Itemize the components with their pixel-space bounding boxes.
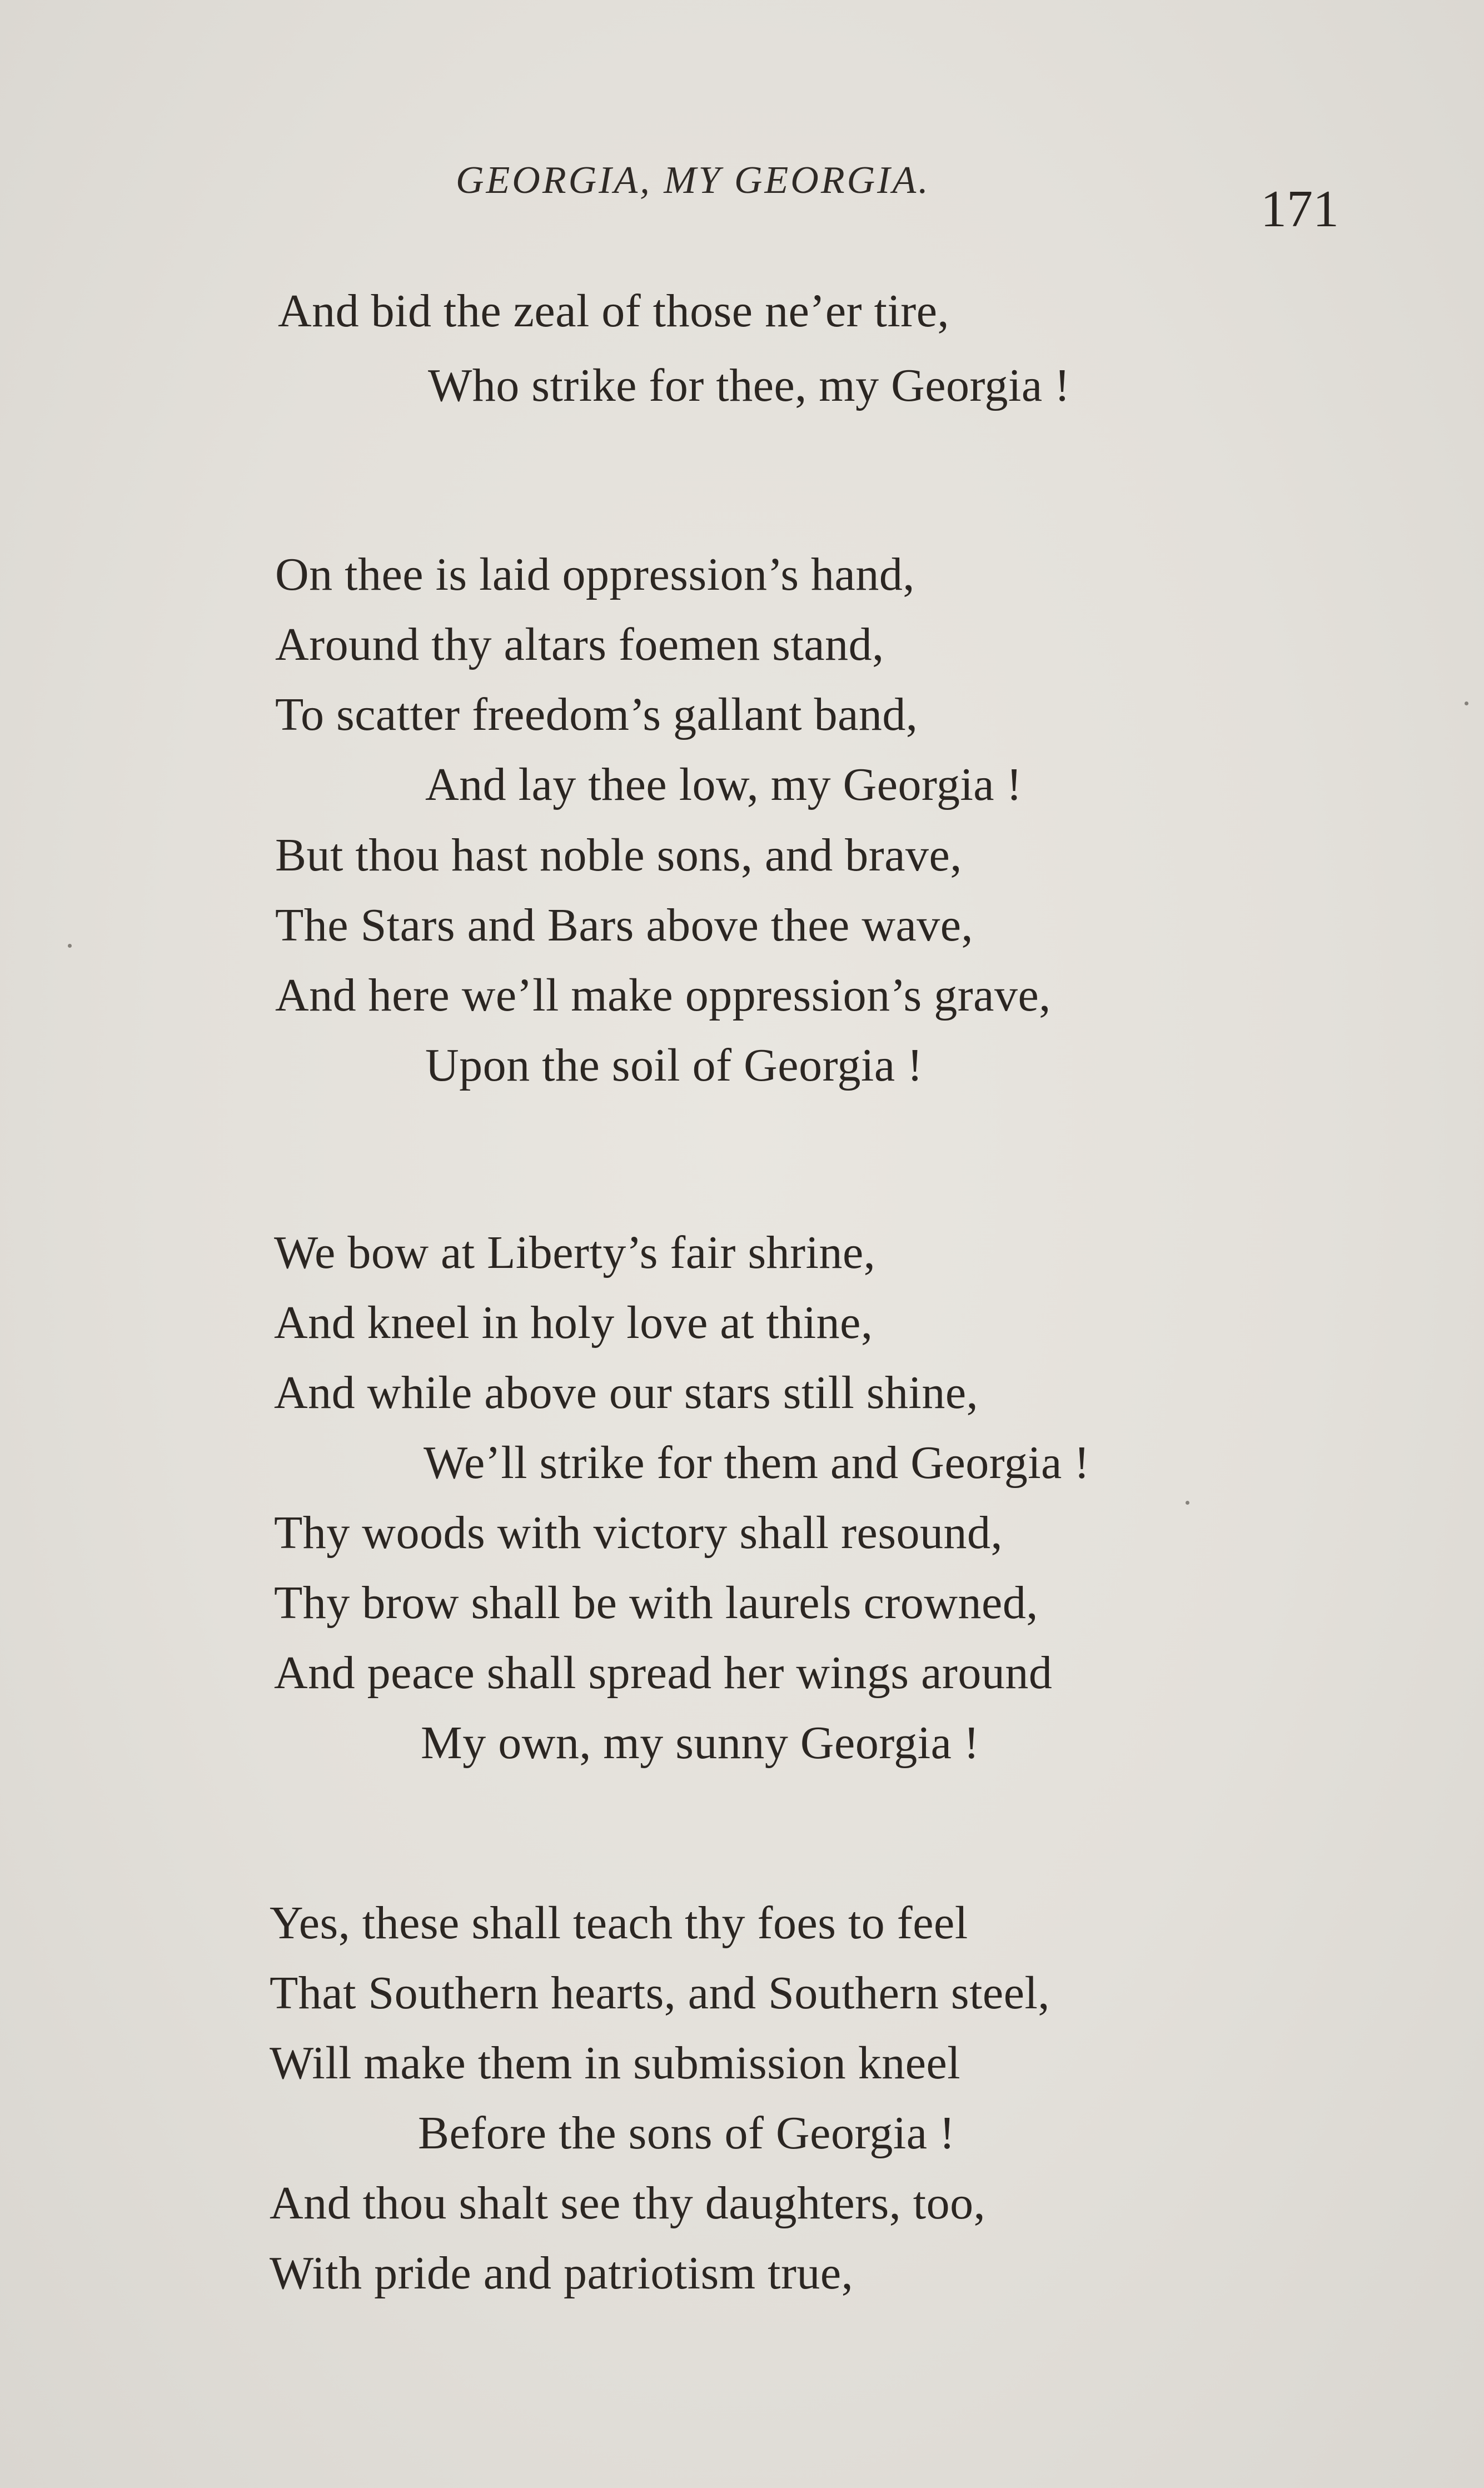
poem-line-refrain: Upon the soil of Georgia !: [425, 1039, 923, 1091]
page-number: 171: [1261, 180, 1339, 238]
poem-line: And here we’ll make oppression’s grave,: [275, 969, 1051, 1021]
poem-line: And while above our stars still shine,: [274, 1367, 979, 1419]
poem-line: And kneel in holy love at thine,: [274, 1297, 873, 1349]
poem-line: And bid the zeal of those ne’er tire,: [278, 285, 950, 337]
poem-line-refrain: Who strike for thee, my Georgia !: [428, 360, 1070, 411]
poem-line-refrain: Before the sons of Georgia !: [418, 2107, 955, 2159]
poem-line: The Stars and Bars above thee wave,: [275, 899, 974, 951]
poem-line-refrain: We’ll strike for them and Georgia !: [424, 1437, 1090, 1489]
paper-speck: [1186, 1501, 1189, 1505]
paper-speck: [68, 944, 72, 948]
poem-line: Thy brow shall be with laurels crowned,: [274, 1577, 1038, 1629]
poem-line: And thou shalt see thy daughters, too,: [270, 2177, 986, 2229]
poem-line: And peace shall spread her wings around: [274, 1647, 1053, 1699]
running-head: GEORGIA, MY GEORGIA.: [456, 159, 930, 202]
poem-line: Will make them in submission kneel: [270, 2037, 961, 2089]
paper-speck: [1465, 701, 1468, 705]
poem-line: Around thy altars foemen stand,: [275, 619, 884, 670]
poem-line: With pride and patriotism true,: [270, 2247, 854, 2299]
poem-line: Yes, these shall teach thy foes to feel: [270, 1897, 968, 1949]
poem-line: We bow at Liberty’s fair shrine,: [274, 1227, 876, 1278]
poem-line-refrain: And lay thee low, my Georgia !: [425, 759, 1023, 810]
poem-line: But thou hast noble sons, and brave,: [275, 829, 962, 881]
poem-line: Thy woods with victory shall resound,: [274, 1507, 1003, 1559]
poem-line: That Southern hearts, and Southern steel,: [270, 1967, 1050, 2019]
poem-line: To scatter freedom’s gallant band,: [275, 689, 918, 740]
poem-line: On thee is laid oppression’s hand,: [275, 549, 915, 600]
poem-line-refrain: My own, my sunny Georgia !: [421, 1717, 980, 1769]
